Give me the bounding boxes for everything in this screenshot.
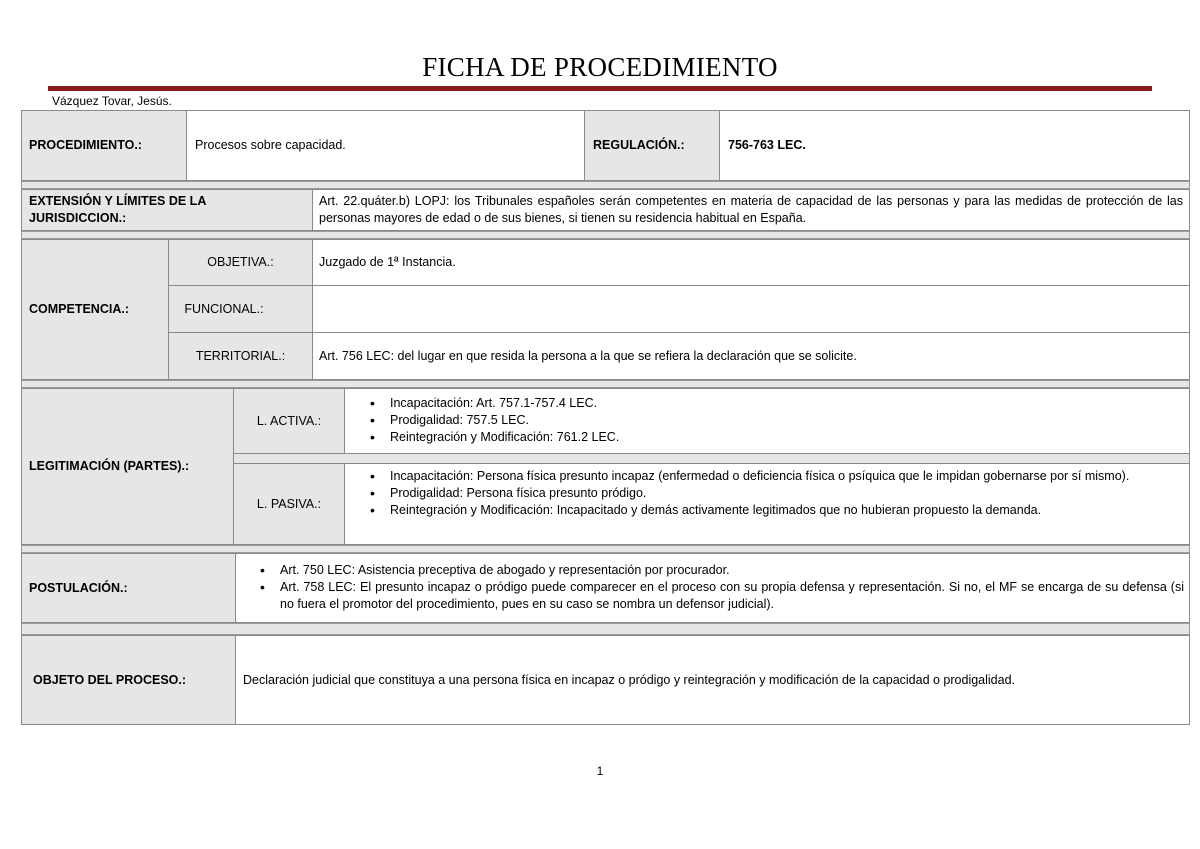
extension-value: Art. 22.quáter.b) LOPJ: los Tribunales españoles serán competentes en materia de capacidad de las personas y para las medidas de protección de las personas mayores de edad o de sus bienes, si tienen su residencia habitual en España. [319, 194, 1183, 225]
objeto-label: OBJETO DEL PROCESO.: [33, 672, 187, 687]
activa-item: • Reintegración y Modificación: 761.2 LEC. [356, 429, 1176, 446]
postulacion-label: POSTULACIÓN.: [29, 580, 128, 595]
activa-list [356, 395, 1176, 446]
territorial-value: Art. 756 LEC: del lugar en que resida la persona a la que se refiera la declaración que se solicite. [319, 348, 857, 363]
activa-item: • Incapacitación: Art. 757.1-757.4 LEC. [356, 395, 1176, 412]
activa-label: L. ACTIVA.: [256, 413, 322, 428]
postulacion-list [246, 562, 1184, 613]
section-separator [21, 181, 1190, 189]
pasiva-item: • Prodigalidad: Persona física presunto pródigo. [356, 485, 1186, 502]
section-separator [21, 231, 1190, 239]
section-separator [21, 623, 1190, 635]
objeto-value: Declaración judicial que constituya a una persona física en incapaz o pródigo y reintegración y modificación de la capacidad o prodigalidad. [243, 672, 1016, 687]
pasiva-item: • Incapacitación: Persona física presunto incapaz (enfermedad o deficiencia física o psíquica que le impidan gobernarse por sí mismo). [356, 468, 1186, 485]
section-separator [21, 545, 1190, 553]
regulacion-value: 756-763 LEC. [728, 138, 806, 152]
title-divider [48, 86, 1152, 91]
regulacion-label: REGULACIÓN.: [593, 138, 685, 152]
objetiva-label: OBJETIVA.: [207, 255, 274, 269]
postulacion-item: • Art. 758 LEC: El presunto incapaz o pródigo puede comparecer en el proceso con su propia defensa y representación. Si no, el MF se encarga de su defensa (si no fuera el promotor del procedimiento, pues en su caso se nombra un defensor judicial). [246, 579, 1184, 613]
page-number: 1 [596, 764, 604, 778]
extension-label: EXTENSIÓN Y LÍMITES DE LA JURISDICCION.: [29, 194, 206, 225]
procedimiento-label: PROCEDIMIENTO.: [29, 138, 142, 152]
objetiva-value: Juzgado de 1ª Instancia. [319, 255, 456, 269]
pasiva-label: L. PASIVA.: [256, 496, 322, 511]
legitimacion-label: LEGITIMACIÓN (PARTES).: [29, 459, 190, 473]
section-separator [21, 380, 1190, 388]
procedimiento-value: Procesos sobre capacidad. [195, 138, 346, 152]
postulacion-item: • Art. 750 LEC: Asistencia preceptiva de abogado y representación por procurador. [246, 562, 1184, 579]
competencia-label: COMPETENCIA.: [29, 302, 129, 316]
pasiva-list [356, 468, 1186, 519]
funcional-value-cell [312, 285, 1190, 333]
author-name: Vázquez Tovar, Jesús. [52, 94, 172, 108]
territorial-label: TERRITORIAL.: [195, 348, 286, 363]
document-title: FICHA DE PROCEDIMIENTO [422, 52, 778, 82]
pasiva-item: • Reintegración y Modificación: Incapacitado y demás activamente legitimados que no hubieran propuesto la demanda. [356, 502, 1186, 519]
funcional-label: FUNCIONAL.: [184, 301, 264, 316]
activa-item: • Prodigalidad: 757.5 LEC. [356, 412, 1176, 429]
